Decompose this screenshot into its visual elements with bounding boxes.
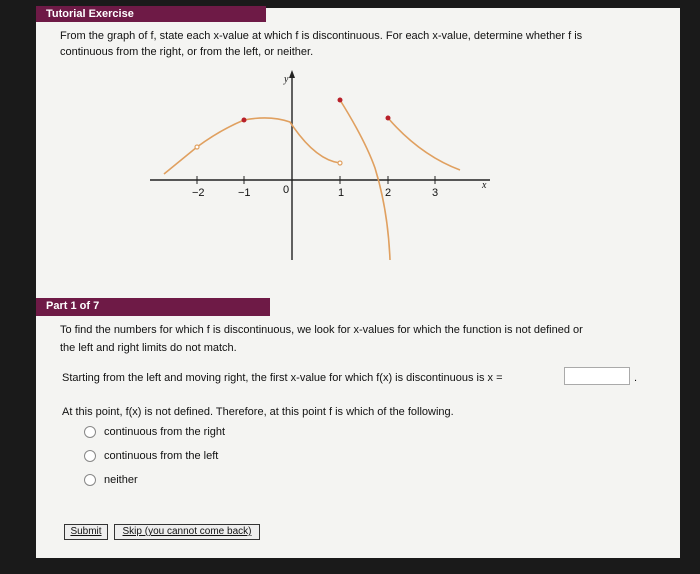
- closed-point: [242, 118, 247, 123]
- radio-button[interactable]: [84, 450, 96, 462]
- question-1-period: .: [634, 372, 638, 384]
- explanation-line-2: the left and right limits do not match.: [60, 342, 237, 354]
- function-graph: [140, 60, 500, 260]
- prompt-line-1: From the graph of f, state each x-value at which f is discontinuous. For each x-value, determine whether f is: [60, 30, 583, 42]
- tick-label: 0: [283, 184, 290, 196]
- open-point: [195, 145, 199, 149]
- prompt-line-2: continuous from the right, or from the left, or neither.: [60, 46, 314, 58]
- closed-point: [338, 98, 343, 103]
- option-label: continuous from the left: [104, 450, 219, 462]
- y-axis-label: y: [284, 74, 289, 85]
- part-rule: [36, 314, 270, 316]
- option-continuous-from-left[interactable]: [84, 450, 218, 462]
- answer-input[interactable]: [564, 367, 630, 385]
- part-tab: Part 1 of 7: [36, 298, 270, 314]
- skip-button[interactable]: Skip (you cannot come back): [114, 524, 260, 540]
- tick-label: −1: [238, 187, 251, 199]
- tutorial-exercise-tab: Tutorial Exercise: [36, 6, 266, 22]
- submit-button[interactable]: Submit: [64, 524, 108, 540]
- y-axis-arrow-icon: [289, 70, 295, 78]
- explanation-line-1: To find the numbers for which f is discontinuous, we look for x-values for which the function is not defined or: [60, 324, 583, 336]
- tick-label: 3: [432, 187, 439, 199]
- question-2-text: At this point, f(x) is not defined. Therefore, at this point f is which of the following.: [62, 406, 454, 418]
- question-1-text: Starting from the left and moving right, the first x-value for which f(x) is discontinuous is x =: [62, 372, 503, 384]
- open-point: [338, 161, 342, 165]
- option-label: neither: [104, 474, 138, 486]
- radio-button[interactable]: [84, 426, 96, 438]
- radio-button[interactable]: [84, 474, 96, 486]
- tick-label: 2: [385, 187, 392, 199]
- curve-endpoints: [195, 98, 391, 166]
- option-label: continuous from the right: [104, 426, 226, 438]
- tick-label: 1: [338, 187, 345, 199]
- option-continuous-from-right[interactable]: [84, 426, 225, 438]
- closed-point: [386, 116, 391, 121]
- option-neither[interactable]: [84, 474, 138, 486]
- header-rule: [36, 20, 266, 22]
- tick-label: −2: [192, 187, 205, 199]
- x-axis-label: x: [482, 180, 487, 191]
